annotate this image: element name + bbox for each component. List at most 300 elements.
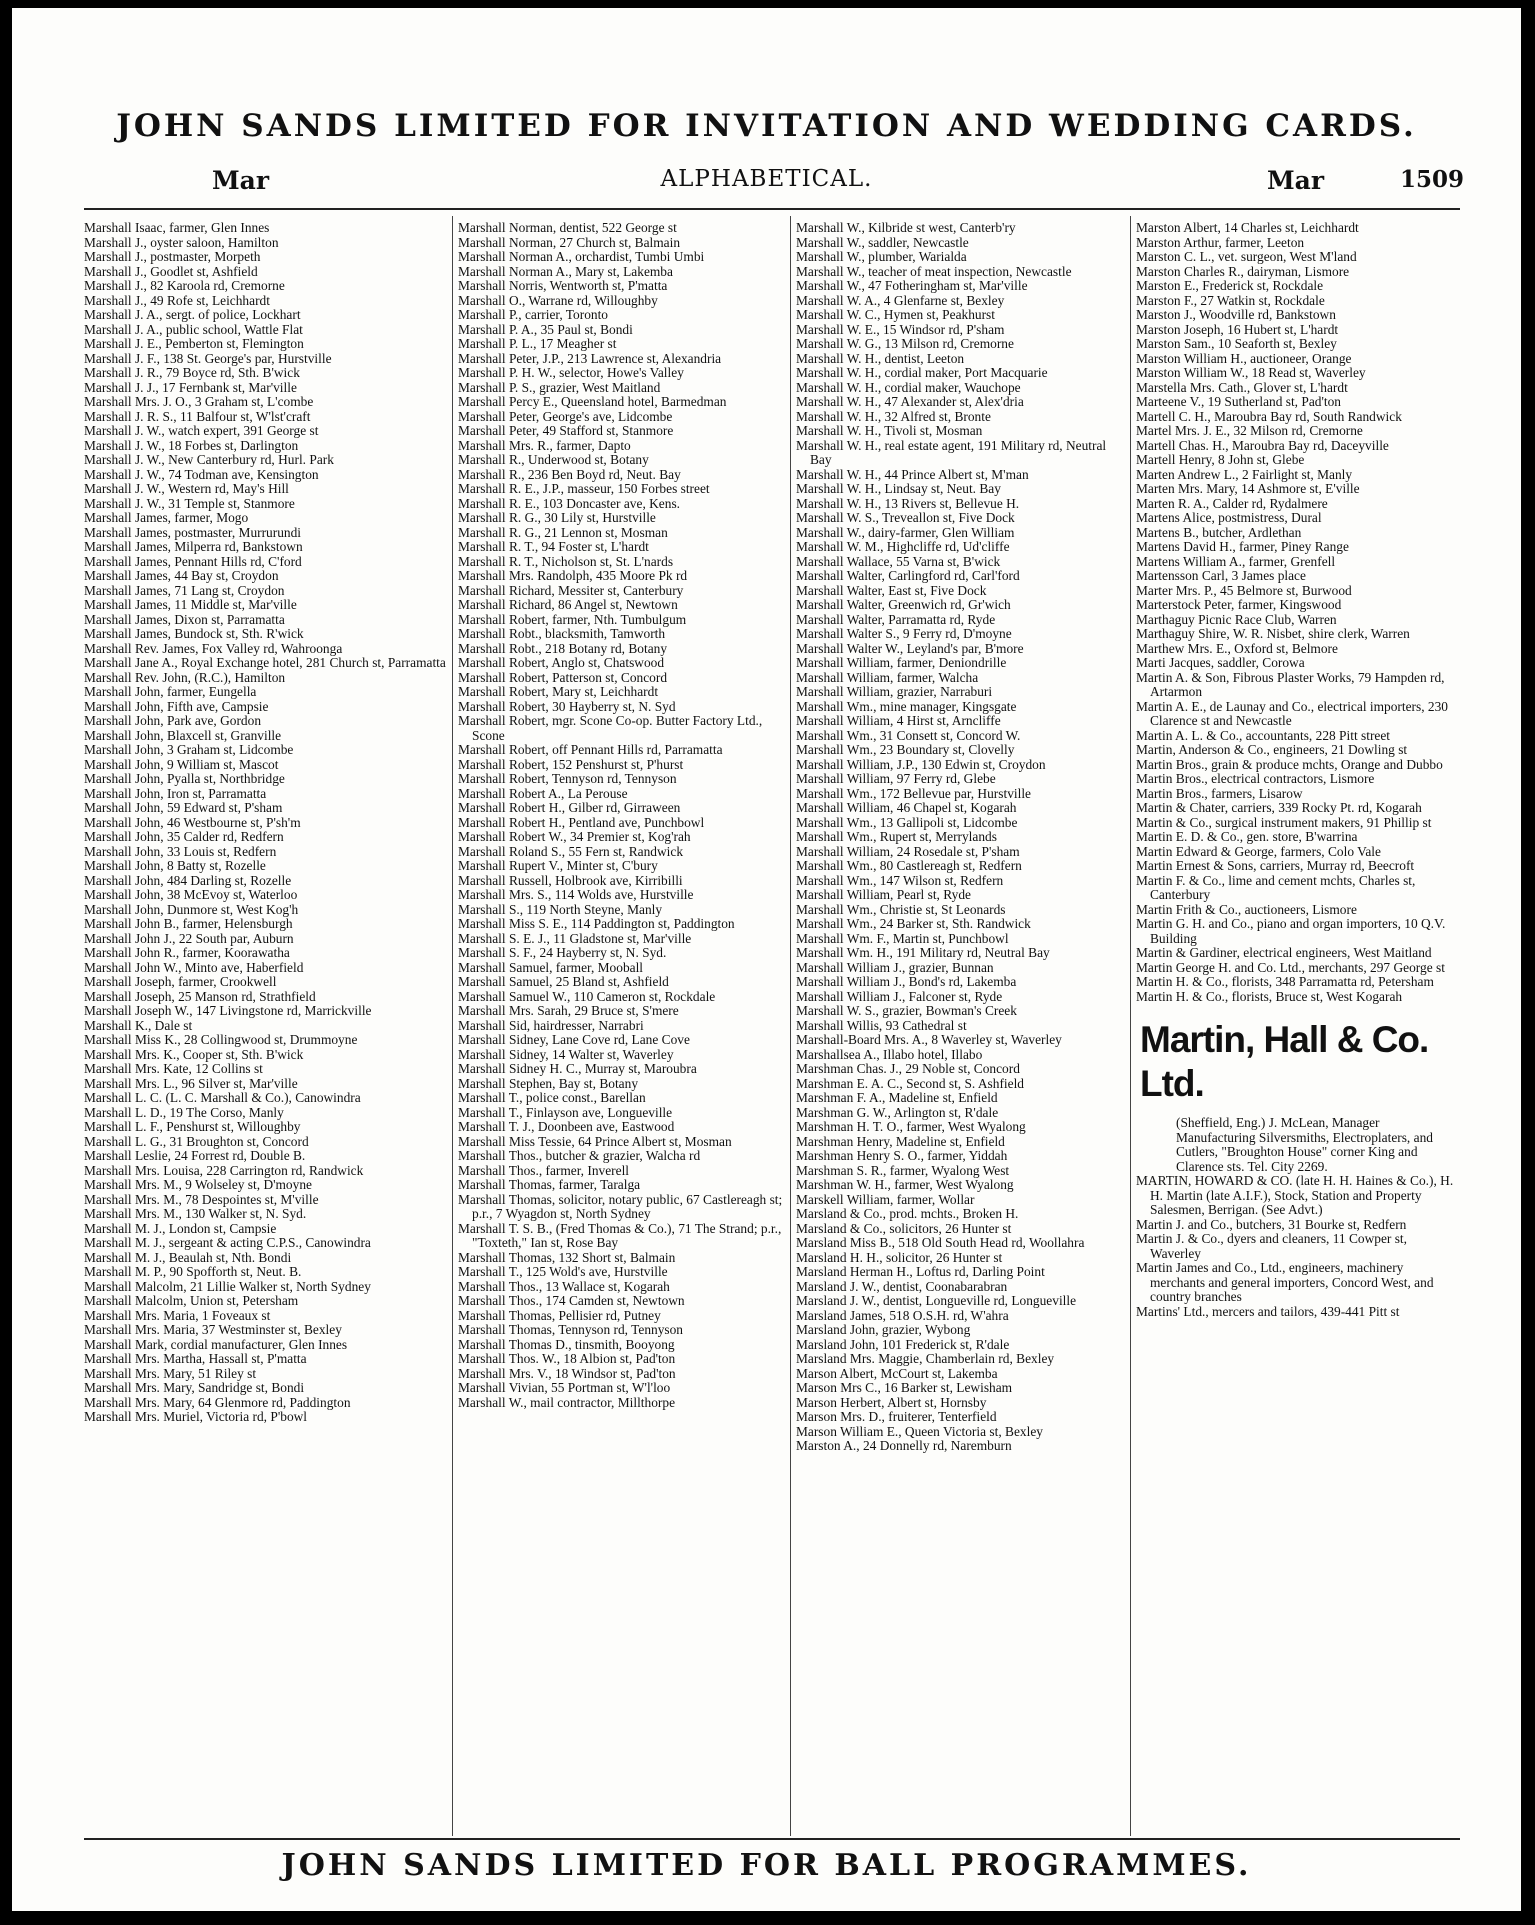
directory-entry: Martin A. & Son, Fibrous Plaster Works, 79 Hampden rd, Artarmon	[1136, 669, 1445, 699]
directory-entry: Marshall J. W., 18 Forbes st, Darlington	[84, 437, 299, 453]
directory-entry: Marshall Russell, Holbrook ave, Kirribilli	[458, 872, 683, 888]
directory-entry: Marshall R. T., 94 Foster st, L'hardt	[458, 539, 649, 554]
directory-entry: Marter Mrs. P., 45 Belmore st, Burwood	[1136, 582, 1352, 598]
directory-entry: Marshall James, Dixon st, Parramatta	[84, 611, 285, 627]
directory-entry: Marshman Henry S. O., farmer, Yiddah	[796, 1148, 1008, 1163]
directory-entry: Marshall Robert, farmer, Nth. Tumbulgum	[458, 611, 687, 627]
directory-entry: Marshall Wm., 13 Gallipoli st, Lidcombe	[796, 814, 1018, 830]
directory-entry: Marshall Miss Tessie, 64 Prince Albert st, Mosman	[458, 1133, 732, 1149]
directory-entry: Marshall R. G., 30 Lily st, Hurstville	[458, 510, 656, 525]
directory-entry: Marshall J. W., watch expert, 391 George st	[84, 423, 319, 438]
directory-entry: Martin A. L. & Co., accountants, 228 Pitt street	[1136, 727, 1391, 743]
directory-entry: Marshall Mrs. Mary, 51 Riley st	[84, 1365, 257, 1381]
column-2	[458, 221, 784, 1836]
directory-entry: Marston William W., 18 Read st, Waverley	[1136, 365, 1366, 380]
directory-entry: Marshall T. J., Doonbeen ave, Eastwood	[458, 1119, 675, 1134]
directory-entry: Marshall Norman A., orchardist, Tumbi Umbi	[458, 249, 705, 264]
column-3	[796, 221, 1124, 1836]
directory-entry: Marshall Mrs. M., 78 Despointes st, M'ville	[84, 1191, 319, 1207]
directory-entry: Marshall William, 4 Hirst st, Arncliffe	[796, 713, 1001, 728]
directory-entry: Marshall W., mail contractor, Millthorpe	[458, 1394, 676, 1410]
directory-entry: Marshall John, 33 Louis st, Redfern	[84, 843, 277, 859]
directory-entry: Marston C. L., vet. surgeon, West M'land	[1136, 249, 1357, 264]
directory-entry: Martin & Co., surgical instrument makers, 91 Phillip st	[1136, 814, 1432, 830]
directory-entry: Marshall Samuel, farmer, Mooball	[458, 959, 644, 975]
directory-entry: Marshall Mrs. J. O., 3 Graham st, L'combe	[84, 394, 314, 409]
directory-entry: Marshall W. H., 32 Alfred st, Bronte	[796, 408, 991, 424]
directory-entry: Marson Herbert, Albert st, Hornsby	[796, 1394, 987, 1410]
directory-entry: Marshall Mrs. Kate, 12 Collins st	[84, 1061, 263, 1076]
directory-entry: Marshall Robt., 218 Botany rd, Botany	[458, 640, 668, 656]
directory-entry: Martensson Carl, 3 James place	[1136, 568, 1306, 583]
directory-entry: Marshall-Board Mrs. A., 8 Waverley st, Waverley	[796, 1032, 1062, 1047]
directory-entry: Marshall Robert, off Pennant Hills rd, Parramatta	[458, 742, 723, 757]
directory-entry: Marshall John, Park ave, Gordon	[84, 713, 262, 728]
directory-entry: Marshall T., 125 Wold's ave, Hurstville	[458, 1264, 668, 1279]
directory-entry: Marshall Mrs. S., 114 Wolds ave, Hurstville	[458, 887, 694, 902]
directory-entry: Marshall Miss K., 28 Collingwood st, Drummoyne	[84, 1032, 358, 1047]
directory-entry: Marshall L. D., 19 The Corso, Manly	[84, 1104, 284, 1120]
directory-entry: Marshall William, 24 Rosedale st, P'sham	[796, 843, 1020, 859]
directory-entry: Marshall Thos. W., 18 Albion st, Pad'ton	[458, 1351, 676, 1366]
directory-page	[12, 8, 1521, 1911]
directory-entry: Marshall Wm. F., Martin st, Punchbowl	[796, 930, 1009, 946]
directory-entry: Marshall R., Underwood st, Botany	[458, 452, 649, 467]
directory-entry: Marshall John W., Minto ave, Haberfield	[84, 959, 304, 975]
directory-entry: Marshall W. S., Treveallon st, Five Dock	[796, 510, 1015, 525]
directory-entry: Marshall W. A., 4 Glenfarne st, Bexley	[796, 292, 1005, 308]
directory-entry: Marshallsea A., Illabo hotel, Illabo	[796, 1046, 983, 1062]
directory-entry: Marshall W., dairy-farmer, Glen William	[796, 524, 1015, 540]
directory-entry: Marshall James, Bundock st, Sth. R'wick	[84, 626, 304, 641]
directory-entry: Marshall Mrs. Maria, 1 Foveaux st	[84, 1307, 271, 1323]
directory-entry: Marston A., 24 Donnelly rd, Naremburn	[796, 1438, 1012, 1453]
directory-entry: Marshall Thos., 13 Wallace st, Kogarah	[458, 1278, 670, 1294]
directory-entry: Marshall Mrs. Louisa, 228 Carrington rd, Randwick	[84, 1162, 364, 1178]
directory-entry: Marshall Robert, 30 Hayberry st, N. Syd	[458, 698, 676, 714]
column-divider	[452, 216, 453, 1836]
directory-entry: Martin, Anderson & Co., engineers, 21 Dowling st	[1136, 742, 1408, 757]
directory-entry: Marshall Walter, Carlingford rd, Carl'ford	[796, 568, 1020, 583]
directory-entry: Marshall John B., farmer, Helensburgh	[84, 916, 293, 931]
directory-entry: Martin G. H. and Co., piano and organ importers, 10 Q.V. Building	[1136, 916, 1446, 946]
directory-entry: Marshall Peter, George's ave, Lidcombe	[458, 408, 673, 424]
directory-entry: Marshall W., teacher of meat inspection, Newcastle	[796, 263, 1072, 279]
column-4-entries	[1136, 221, 1460, 1004]
directory-entry: Marshall Mrs. Mary, Sandridge st, Bondi	[84, 1380, 305, 1395]
directory-entry: Marshall Sidney, 14 Walter st, Waverley	[458, 1046, 674, 1062]
directory-entry: Marshall R. E., 103 Doncaster ave, Kens.	[458, 495, 681, 511]
directory-entry: Marshall Joseph, farmer, Crookwell	[84, 974, 277, 989]
directory-entry: Marshall John, Blaxcell st, Granville	[84, 727, 282, 743]
directory-entry: Marson Mrs C., 16 Barker st, Lewisham	[796, 1380, 1013, 1395]
directory-entry: Marshall Walter W., Leyland's par, B'more	[796, 640, 1024, 656]
directory-entry: Marshall Mrs. Maria, 37 Westminster st, Bexley	[84, 1322, 342, 1337]
directory-entry: Marshall Thomas, 132 Short st, Balmain	[458, 1249, 676, 1265]
directory-entry: Marston William H., auctioneer, Orange	[1136, 350, 1352, 366]
directory-entry: Marshall J. W., 31 Temple st, Stanmore	[84, 495, 295, 511]
directory-entry: Marshall M. J., Beaulah st, Nth. Bondi	[84, 1249, 292, 1265]
directory-entry: Marthew Mrs. E., Oxford st, Belmore	[1136, 640, 1338, 656]
directory-entry: Martin Bros., grain & produce mchts, Orange and Dubbo	[1136, 756, 1443, 772]
directory-entry: Marshall William, J.P., 130 Edwin st, Croydon	[796, 756, 1046, 772]
directory-entry: Marshall James, Pennant Hills rd, C'ford	[84, 553, 302, 569]
directory-entry: Marshall R. T., Nicholson st, St. L'nards	[458, 553, 674, 569]
advertisement-heading: Martin, Hall & Co. Ltd.	[1140, 1019, 1429, 1104]
directory-entry: Marshall John, Dunmore st, West Kog'h	[84, 901, 299, 917]
directory-entry: Marshall W., 47 Fotheringham st, Mar'ville	[796, 278, 1028, 293]
directory-entry: Marshall Thomas, Tennyson rd, Tennyson	[458, 1322, 684, 1337]
directory-entry: Marshall Robert W., 34 Premier st, Kog'rah	[458, 829, 691, 844]
directory-entry: Marson Albert, McCourt st, Lakemba	[796, 1365, 998, 1381]
directory-entry: Marshall Miss S. E., 114 Paddington st, Paddington	[458, 916, 735, 931]
top-banner: JOHN SANDS LIMITED FOR INVITATION AND WEDDING CARDS.	[116, 108, 1417, 144]
directory-entry: Marshall Joseph, 25 Manson rd, Strathfield	[84, 988, 316, 1004]
directory-entry: Marshall Robt., blacksmith, Tamworth	[458, 626, 666, 641]
directory-entry: Marshall Wm., 172 Bellevue par, Hurstville	[796, 785, 1031, 801]
directory-entry: Marsland John, grazier, Wybong	[796, 1322, 971, 1337]
directory-entry: Marshall John, 35 Calder rd, Redfern	[84, 829, 284, 844]
directory-entry: Martell Henry, 8 John st, Glebe	[1136, 452, 1305, 467]
directory-entry: Marshall Malcolm, Union st, Petersham	[84, 1293, 299, 1308]
directory-entry: Marshall P. S., grazier, West Maitland	[458, 379, 661, 395]
directory-entry: Marson Mrs. D., fruiterer, Tenterfield	[796, 1409, 997, 1424]
directory-entry: Marshall W. H., real estate agent, 191 Military rd, Neutral Bay	[796, 437, 1107, 467]
directory-entry: Marshall Wallace, 55 Varna st, B'wick	[796, 553, 1001, 569]
directory-entry: Marshall T. S. B., (Fred Thomas & Co.), 71 The Strand; p.r., "Toxteth," Ian st, Rose Bay	[458, 1220, 782, 1250]
directory-entry: Marshall Mrs. Muriel, Victoria rd, P'bowl	[84, 1409, 308, 1424]
directory-entry: Marshall W. E., 15 Windsor rd, P'sham	[796, 321, 1005, 337]
directory-entry: Marshall Thos., 174 Camden st, Newtown	[458, 1293, 685, 1308]
directory-entry: Marsland James, 518 O.S.H. rd, W'ahra	[796, 1307, 1009, 1323]
directory-entry: Marti Jacques, saddler, Corowa	[1136, 655, 1305, 670]
directory-entry: Martens William A., farmer, Grenfell	[1136, 553, 1336, 569]
directory-entry: Marshall John, 46 Westbourne st, P'sh'm	[84, 814, 301, 830]
directory-entry: Marshall Sidney H. C., Murray st, Maroubra	[458, 1061, 697, 1076]
directory-entry: Marshall L. G., 31 Broughton st, Concord	[84, 1133, 309, 1149]
directory-entry: Marthaguy Picnic Race Club, Warren	[1136, 611, 1337, 627]
column-1	[84, 221, 446, 1836]
directory-entry: Marshall John, 8 Batty st, Rozelle	[84, 858, 266, 873]
directory-entry: Marshall S., 119 North Steyne, Manly	[458, 901, 663, 917]
directory-entry: Marshall Norris, Wentworth st, P'matta	[458, 278, 668, 293]
directory-entry: Marshall J. W., 74 Todman ave, Kensington	[84, 466, 319, 482]
directory-entry: Marshall J. F., 138 St. George's par, Hurstville	[84, 350, 332, 366]
directory-entry: Marshall Wm., 31 Consett st, Concord W.	[796, 727, 1021, 743]
directory-entry: Marshall James, farmer, Mogo	[84, 510, 249, 525]
directory-entry: Marshall J. R., 79 Boyce rd, Sth. B'wick	[84, 365, 300, 380]
directory-entry: Marshall Robert, Patterson st, Concord	[458, 669, 668, 685]
directory-entry: Martens B., butcher, Ardlethan	[1136, 524, 1302, 540]
directory-entry: Marshall Thomas, farmer, Taralga	[458, 1177, 641, 1192]
directory-entry: Marston Albert, 14 Charles st, Leichhardt	[1136, 221, 1359, 235]
directory-entry: Marshall William, 97 Ferry rd, Glebe	[796, 771, 996, 786]
directory-entry: Marshall Thomas, solicitor, notary public, 67 Castlereagh st; p.r., 7 Wyagdon st, North Sydney	[458, 1191, 783, 1221]
directory-entry: Marshall Roland S., 55 Fern st, Randwick	[458, 843, 684, 859]
directory-entry: Marshall Robert H., Pentland ave, Punchbowl	[458, 814, 705, 830]
column-4-after-ad	[1136, 1174, 1460, 1319]
directory-entry: Marshall Sid, hairdresser, Narrabri	[458, 1017, 644, 1033]
directory-entry: Marshall P. L., 17 Meagher st	[458, 336, 617, 351]
directory-entry: Martel Mrs. J. E., 32 Milson rd, Cremorne	[1136, 423, 1363, 438]
directory-entry: Marshall Mrs. L., 96 Silver st, Mar'ville	[84, 1075, 298, 1091]
directory-entry: Marshall Walter S., 9 Ferry rd, D'moyne	[796, 626, 1012, 641]
directory-entry: Marsland J. W., dentist, Coonabarabran	[796, 1278, 1008, 1294]
directory-entry: Marshall J. W., Western rd, May's Hill	[84, 481, 289, 496]
directory-entry: Marshall Thos., farmer, Inverell	[458, 1162, 630, 1178]
directory-entry: Martin & Gardiner, electrical engineers, West Maitland	[1136, 945, 1432, 960]
directory-entry: Martens David H., farmer, Piney Range	[1136, 539, 1349, 554]
directory-entry: Marshman W. H., farmer, West Wyalong	[796, 1177, 1014, 1192]
directory-entry: Marshall John, farmer, Eungella	[84, 684, 257, 699]
page-header	[12, 166, 1521, 202]
directory-entry: Marshall Norman, 27 Church st, Balmain	[458, 234, 681, 250]
directory-entry: Marshall William J., Falconer st, Ryde	[796, 988, 1003, 1004]
directory-entry: Marshall Vivian, 55 Portman st, W'l'loo	[458, 1380, 671, 1395]
directory-entry: Marshall L. F., Penshurst st, Willoughby	[84, 1119, 301, 1134]
directory-entry: Marshall Wm., 147 Wilson st, Redfern	[796, 872, 1004, 888]
directory-entry: Marshall John, 3 Graham st, Lidcombe	[84, 742, 294, 757]
directory-entry: Martin George H. and Co. Ltd., merchants, 297 George st	[1136, 959, 1445, 975]
directory-entry: Martin E. D. & Co., gen. store, B'warrina	[1136, 829, 1358, 844]
directory-entry: Marshall J. J., 17 Fernbank st, Mar'ville	[84, 379, 297, 395]
directory-entry: Marshall Willis, 93 Cathedral st	[796, 1017, 967, 1033]
directory-entry: Marshall W. H., Lindsay st, Neut. Bay	[796, 481, 1001, 496]
directory-entry: Marshall Isaac, farmer, Glen Innes	[84, 221, 270, 235]
directory-entry: Marshall John R., farmer, Koorawatha	[84, 945, 290, 960]
directory-entry: Marshall Wm., Christie st, St Leonards	[796, 901, 1006, 917]
directory-entry: Marshall P. A., 35 Paul st, Bondi	[458, 321, 633, 337]
directory-entry: Marshman F. A., Madeline st, Enfield	[796, 1090, 998, 1105]
directory-entry: Marshall W. C., Hymen st, Peakhurst	[796, 307, 995, 322]
directory-entry: Martin H. & Co., florists, Bruce st, West Kogarah	[1136, 988, 1403, 1004]
directory-entry: Martin Bros., electrical contractors, Lismore	[1136, 771, 1375, 786]
directory-entry: Marshall Wm., Rupert st, Merrylands	[796, 829, 997, 844]
directory-entry: Marshall Malcolm, 21 Lillie Walker st, North Sydney	[84, 1278, 371, 1294]
directory-entry: Marshall Mrs. M., 130 Walker st, N. Syd.	[84, 1206, 307, 1221]
directory-entry: Marshall W. G., 13 Milson rd, Cremorne	[796, 336, 1014, 351]
directory-entry: Marshall Peter, 49 Stafford st, Stanmore	[458, 423, 674, 438]
directory-entry: Marshall Wm., 24 Barker st, Sth. Randwick	[796, 916, 1031, 931]
directory-entry: Marshall J. A., sergt. of police, Lockhart	[84, 307, 301, 322]
directory-entry: Marshall M. P., 90 Spofforth st, Neut. B.	[84, 1264, 302, 1279]
directory-entry: Marshall Samuel W., 110 Cameron st, Rockdale	[458, 988, 716, 1004]
directory-entry: Martin Ernest & Sons, carriers, Murray rd, Beecroft	[1136, 858, 1415, 873]
directory-entry: Marshall S. E. J., 11 Gladstone st, Mar'ville	[458, 930, 692, 946]
directory-entry: Marshall L. C. (L. C. Marshall & Co.), Canowindra	[84, 1090, 361, 1105]
directory-entry: Marshall Norman, dentist, 522 George st	[458, 221, 677, 235]
directory-entry: Marston F., 27 Watkin st, Rockdale	[1136, 292, 1325, 308]
directory-entry: Marshall J. R. S., 11 Balfour st, W'lst'craft	[84, 408, 311, 424]
directory-entry: Marshall R. G., 21 Lennon st, Mosman	[458, 524, 668, 540]
directory-entry: Marshall John, Iron st, Parramatta	[84, 785, 267, 801]
directory-entry: Marshall William, farmer, Deniondrille	[796, 655, 1007, 670]
directory-entry: Marshman H. T. O., farmer, West Wyalong	[796, 1119, 1026, 1134]
directory-entry: Marshall Mrs. K., Cooper st, Sth. B'wick	[84, 1046, 304, 1062]
directory-entry: Marsland Mrs. Maggie, Chamberlain rd, Bexley	[796, 1351, 1055, 1366]
directory-entry: Marshall J. E., Pemberton st, Flemington	[84, 336, 304, 351]
directory-entry: Martens Alice, postmistress, Dural	[1136, 510, 1322, 525]
directory-entry: Marshall Samuel, 25 Bland st, Ashfield	[458, 974, 669, 989]
directory-entry: Marsland H. H., solicitor, 26 Hunter st	[796, 1249, 1003, 1265]
directory-entry: Marshall Joseph W., 147 Livingstone rd, Marrickville	[84, 1003, 372, 1018]
bottom-banner: JOHN SANDS LIMITED FOR BALL PROGRAMMES.	[281, 1848, 1252, 1883]
directory-entry: Marshall William J., Bond's rd, Lakemba	[796, 974, 1017, 989]
directory-entry: Marshall William J., grazier, Bunnan	[796, 959, 994, 975]
directory-entry: Marteene V., 19 Sutherland st, Pad'ton	[1136, 394, 1341, 409]
directory-entry: Marston J., Woodville rd, Bankstown	[1136, 307, 1336, 322]
directory-entry: Marshall John, 38 McEvoy st, Waterloo	[84, 887, 298, 902]
directory-entry: Martin James and Co., Ltd., engineers, machinery merchants and general importers, Concord West, and country branches	[1136, 1260, 1434, 1304]
directory-entry: Marshall Richard, 86 Angel st, Newtown	[458, 597, 678, 612]
directory-entry: Marshman S. R., farmer, Wyalong West	[796, 1162, 1010, 1178]
directory-entry: Marshall R. E., J.P., masseur, 150 Forbes street	[458, 481, 710, 496]
directory-entry: Marshman Henry, Madeline st, Enfield	[796, 1133, 1005, 1149]
directory-entry: Marshall Percy E., Queensland hotel, Barmedman	[458, 394, 727, 409]
directory-entry: Marstella Mrs. Cath., Glover st, L'hardt	[1136, 379, 1348, 395]
directory-entry: Marston Joseph, 16 Hubert st, L'hardt	[1136, 321, 1339, 337]
directory-entry: Marston Arthur, farmer, Leeton	[1136, 234, 1305, 250]
directory-entry: Marshall William, grazier, Narraburi	[796, 684, 993, 699]
directory-entry: Marshall J. W., New Canterbury rd, Hurl. Park	[84, 452, 334, 467]
directory-entry: Marshall William, farmer, Walcha	[796, 669, 979, 685]
directory-entry: Martin J. & Co., dyers and cleaners, 11 Cowper st, Waverley	[1136, 1231, 1407, 1261]
directory-entry: Marshall Leslie, 24 Forrest rd, Double B.	[84, 1148, 306, 1163]
directory-entry: Martin A. E., de Launay and Co., electrical importers, 230 Clarence st and Newcastle	[1136, 698, 1448, 728]
directory-entry: Marten Mrs. Mary, 14 Ashmore st, E'ville	[1136, 481, 1360, 496]
directory-entry: Marshall James, postmaster, Murrurundi	[84, 524, 302, 540]
directory-entry: Marshall Mrs. M., 9 Wolseley st, D'moyne	[84, 1177, 312, 1192]
directory-entry: Marshall Mrs. Martha, Hassall st, P'matta	[84, 1351, 307, 1366]
directory-entry: Marskell William, farmer, Wollar	[796, 1191, 975, 1207]
directory-entry: Marshall John, 9 William st, Mascot	[84, 756, 279, 772]
directory-entry: Marshall Robert, mgr. Scone Co-op. Butter Factory Ltd., Scone	[458, 713, 763, 743]
directory-entry: Marsland & Co., solicitors, 26 Hunter st	[796, 1220, 1012, 1236]
directory-entry: Marshall J., Goodlet st, Ashfield	[84, 263, 258, 279]
directory-entry: Martin Edward & George, farmers, Colo Vale	[1136, 843, 1381, 859]
directory-entry: Marshall Rupert V., Minter st, C'bury	[458, 858, 658, 873]
directory-entry: Marshall Wm., mine manager, Kingsgate	[796, 698, 1017, 714]
directory-entry: Marshall John, 484 Darling st, Rozelle	[84, 872, 292, 888]
directory-entry: MARTIN, HOWARD & CO. (late H. H. Haines & Co.), H. H. Martin (late A.I.F.), Stock, Station and Property Salesmen, Berrigan. (See Advt.)	[1136, 1173, 1454, 1217]
directory-entry: Marshall Walter, Greenwich rd, Gr'wich	[796, 597, 1011, 612]
header-section-title: ALPHABETICAL.	[660, 166, 873, 192]
directory-entry: Marshall J. A., public school, Wattle Flat	[84, 321, 303, 337]
directory-entry: Marshall M. J., London st, Campsie	[84, 1220, 277, 1236]
directory-entry: Marshall Rev. John, (R.C.), Hamilton	[84, 669, 286, 685]
directory-entry: Marshall O., Warrane rd, Willoughby	[458, 292, 658, 308]
directory-entry: Marshall Mrs. Mary, 64 Glenmore rd, Paddington	[84, 1394, 351, 1410]
directory-entry: Marshman Chas. J., 29 Noble st, Concord	[796, 1061, 1020, 1076]
directory-entry: Marshall John, Pyalla st, Northbridge	[84, 771, 285, 786]
directory-entry: Marshall Robert A., La Perouse	[458, 785, 628, 801]
directory-entry: Marshall S. F., 24 Hayberry st, N. Syd.	[458, 945, 667, 960]
directory-entry: Marshall Robert H., Gilber rd, Girraween	[458, 800, 681, 815]
header-rule	[84, 208, 1460, 210]
directory-entry: Marshall John J., 22 South par, Auburn	[84, 930, 294, 946]
header-right-keyword: Mar	[1267, 166, 1325, 195]
directory-entry: Marshall Peter, J.P., 213 Lawrence st, Alexandria	[458, 350, 722, 366]
directory-entry: Marshall W. H., cordial maker, Wauchope	[796, 379, 1021, 395]
directory-entry: Marshall William, 46 Chapel st, Kogarah	[796, 800, 1017, 815]
directory-entry: Marshall W. M., Highcliffe rd, Ud'cliffe	[796, 539, 1010, 554]
directory-entry: Marshall Mrs. V., 18 Windsor st, Pad'ton	[458, 1365, 676, 1381]
directory-entry: Marsland & Co., prod. mchts., Broken H.	[796, 1206, 1019, 1221]
directory-entry: Marshall M. J., sergeant & acting C.P.S., Canowindra	[84, 1235, 371, 1250]
directory-entry: Marshall James, Milperra rd, Bankstown	[84, 539, 303, 554]
directory-entry: Marshall Wm., 80 Castlereagh st, Redfern	[796, 858, 1022, 873]
directory-entry: Marshall Stephen, Bay st, Botany	[458, 1075, 639, 1091]
footer-rule	[84, 1838, 1460, 1840]
directory-entry: Marsland Herman H., Loftus rd, Darling Point	[796, 1264, 1045, 1279]
directory-entry: Marsland John, 101 Frederick st, R'dale	[796, 1336, 1010, 1352]
directory-entry: Martell C. H., Maroubra Bay rd, South Randwick	[1136, 408, 1402, 424]
directory-entry: Marten Andrew L., 2 Fairlight st, Manly	[1136, 466, 1353, 482]
directory-entry: Marshall Robert, 152 Penshurst st, P'hurst	[458, 756, 684, 772]
directory-entry: Marshall W., Kilbride st west, Canterb'ry	[796, 221, 1016, 235]
directory-entry: Marshall Robert, Anglo st, Chatswood	[458, 655, 665, 670]
page-number: 1509	[1400, 166, 1465, 193]
directory-entry: Marshall T., Finlayson ave, Longueville	[458, 1104, 673, 1120]
directory-entry: Marshall W. H., 13 Rivers st, Bellevue H.	[796, 495, 1020, 511]
directory-entry: Marston Charles R., dairyman, Lismore	[1136, 263, 1350, 279]
directory-entry: Marshall Rev. James, Fox Valley rd, Wahroonga	[84, 640, 343, 656]
directory-entry: Marshall W. H., 44 Prince Albert st, M'man	[796, 466, 1029, 482]
directory-entry: Marshall K., Dale st	[84, 1017, 193, 1033]
directory-entry: Marshall Mrs. Sarah, 29 Bruce st, S'mere	[458, 1003, 679, 1018]
directory-entry: Marshall P., carrier, Toronto	[458, 307, 609, 322]
directory-entry: Marshall W. S., grazier, Bowman's Creek	[796, 1003, 1017, 1018]
directory-entry: Marshall Robert, Tennyson rd, Tennyson	[458, 771, 677, 786]
directory-entry: Martin Bros., farmers, Lisarow	[1136, 785, 1303, 801]
directory-entry: Marshall Wm., 23 Boundary st, Clovelly	[796, 742, 1015, 757]
directory-entry: Marshall James, 11 Middle st, Mar'ville	[84, 597, 297, 612]
directory-entry: Marshall John, 59 Edward st, P'sham	[84, 800, 283, 815]
directory-entry: Marshall P. H. W., selector, Howe's Valley	[458, 365, 684, 380]
directory-entry: Marshall R., 236 Ben Boyd rd, Neut. Bay	[458, 466, 681, 482]
directory-entry: Martin J. and Co., butchers, 31 Bourke st, Redfern	[1136, 1216, 1407, 1232]
header-left-keyword: Mar	[212, 166, 270, 195]
directory-entry: Martin & Chater, carriers, 339 Rocky Pt. rd, Kogarah	[1136, 800, 1422, 815]
directory-entry: Marston Sam., 10 Seaforth st, Bexley	[1136, 336, 1337, 351]
directory-entry: Marshall James, 44 Bay st, Croydon	[84, 568, 279, 583]
directory-entry: Marshall T., police const., Barellan	[458, 1090, 646, 1105]
directory-entry: Marshall Mark, cordial manufacturer, Glen Innes	[84, 1336, 348, 1352]
directory-entry: Marshall J., 49 Rofe st, Leichhardt	[84, 292, 270, 308]
directory-entry: Marshall J., 82 Karoola rd, Cremorne	[84, 278, 285, 293]
directory-entry: Marshall W. H., 47 Alexander st, Alex'dria	[796, 394, 1024, 409]
directory-entry: Marshall Walter, East st, Five Dock	[796, 582, 987, 598]
directory-entry: Marshall Richard, Messiter st, Canterbury	[458, 582, 684, 598]
directory-entry: Marshall Walter, Parramatta rd, Ryde	[796, 611, 996, 627]
directory-entry: Marsland J. W., dentist, Longueville rd, Longueville	[796, 1293, 1077, 1308]
directory-entry: Martins' Ltd., mercers and tailors, 439-441 Pitt st	[1136, 1303, 1400, 1319]
directory-entry: Marshall Norman A., Mary st, Lakemba	[458, 263, 673, 279]
advertisement-text: (Sheffield, Eng.) J. McLean, Manager Manufacturing Silversmiths, Electroplaters, and Cutlers, "Broughton House" corner King and Clarence sts. Tel. City 2269.	[1176, 1115, 1433, 1174]
directory-entry: Marshall Wm. H., 191 Military rd, Neutral Bay	[796, 945, 1050, 960]
directory-entry: Martin H. & Co., florists, 348 Parramatta rd, Petersham	[1136, 974, 1434, 989]
directory-entry: Marshall Thomas, Pellisier rd, Putney	[458, 1307, 661, 1323]
directory-entry: Marshall Mrs. R., farmer, Dapto	[458, 437, 631, 453]
directory-entry: Marston E., Frederick st, Rockdale	[1136, 278, 1324, 293]
directory-entry: Marshall J., oyster saloon, Hamilton	[84, 234, 279, 250]
directory-entry: Marshall John, Fifth ave, Campsie	[84, 698, 269, 714]
directory-entry: Marshall W., saddler, Newcastle	[796, 234, 969, 250]
directory-entry: Marshall William, Pearl st, Ryde	[796, 887, 971, 902]
directory-entry: Marshman E. A. C., Second st, S. Ashfield	[796, 1075, 1025, 1091]
column-divider	[1130, 216, 1131, 1836]
directory-entry: Marshall W. H., Tivoli st, Mosman	[796, 423, 983, 438]
